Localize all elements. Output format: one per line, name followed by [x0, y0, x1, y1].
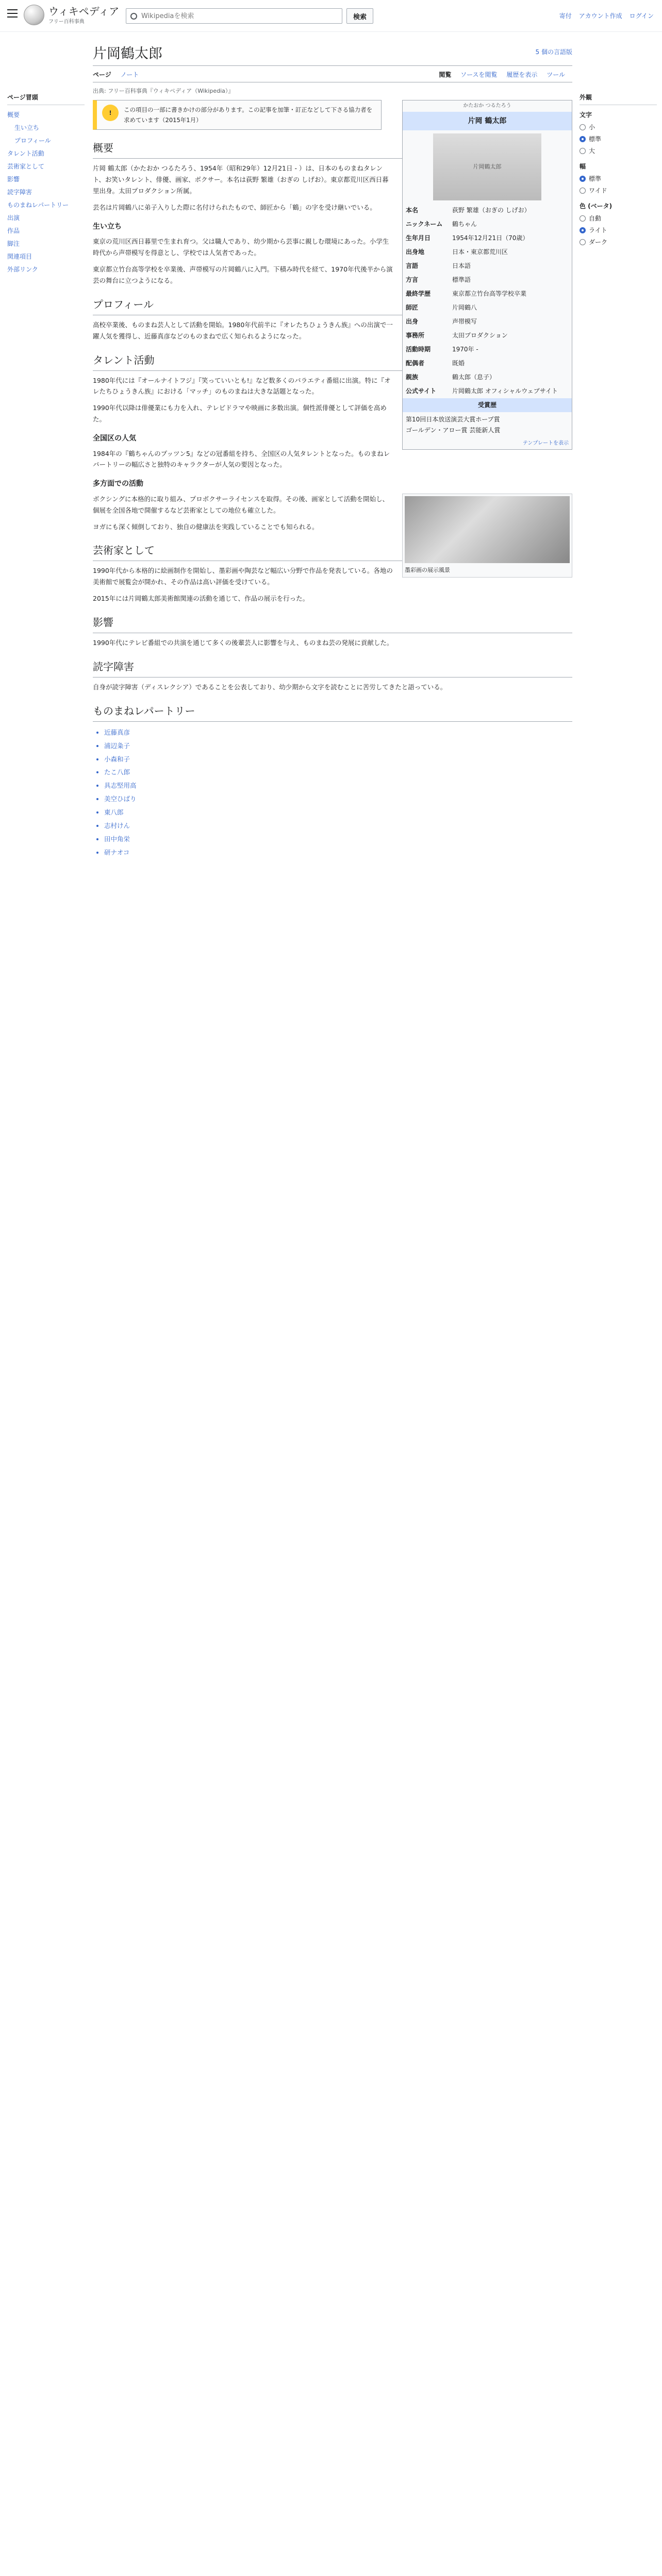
paragraph: 高校卒業後、ものまね芸人として活動を開始。1980年代前半に『オレたちひょうきん族』への出演で一躍人気を獲得し、近藤真彦などのものまねで広く知られるようになった。 [93, 320, 393, 340]
toc-heading: ページ冒頭 [7, 93, 85, 105]
list-item[interactable]: • 近藤真彦 [104, 726, 572, 739]
list-item[interactable]: • 小森和子 [104, 753, 572, 766]
infobox-row [403, 287, 572, 301]
infobox-label: 本名 [406, 207, 419, 214]
paragraph: 1990年代にテレビ番組での共演を通じて多くの後輩芸人に影響を与え、ものまね芸の発展に貢献した。 [93, 639, 393, 647]
tab-read[interactable]: 閲覧 [439, 71, 452, 78]
infobox-value: 声帯模写 [452, 318, 477, 325]
infobox-table [403, 204, 572, 398]
list-item[interactable]: • 美空ひばり [104, 792, 572, 806]
section-heading: 影響 [93, 614, 572, 633]
infobox-value: 既婚 [452, 360, 465, 367]
infobox-value: 太田プロダクション [452, 332, 508, 339]
language-button[interactable]: 5 個の言語版 [535, 48, 572, 56]
main-menu-icon[interactable] [7, 9, 18, 20]
toc-item[interactable]: 作品 [7, 227, 20, 234]
award-item: ゴールデン・アロー賞 芸能新人賞 [406, 427, 501, 434]
radio-icon [580, 215, 586, 222]
infobox-label: 最終学歴 [406, 290, 431, 297]
appearance-heading: 外観 [580, 93, 657, 105]
create-account-link[interactable]: アカウント作成 [578, 12, 622, 20]
toc-item[interactable]: 外部リンク [7, 266, 38, 273]
infobox-row [403, 343, 572, 357]
toc-item[interactable]: 脚注 [7, 240, 20, 247]
warning-icon: ! [102, 105, 119, 121]
infobox-label: 活動時期 [406, 346, 431, 353]
infobox-row [403, 204, 572, 217]
paragraph: 片岡 鶴太郎（かたおか つるたろう、1954年（昭和29年）12月21日 - ）は、日本のものまねタレント、お笑いタレント、俳優、画家、ボクサー。本名は荻野 繁雄（おぎの しげお）。東京都荒川区西日暮里出身。太田プロダクション所属。 [93, 164, 389, 195]
list-item[interactable]: • 研ナオコ [104, 846, 572, 859]
paragraph: 1990年代以降は俳優業にも力を入れ、テレビドラマや映画に多数出演。個性派俳優として評価を高めた。 [93, 404, 387, 423]
infobox-label: 配偶者 [406, 360, 425, 367]
infobox-row [403, 329, 572, 343]
radio-icon [580, 188, 586, 194]
infobox-label: 公式サイト [406, 387, 437, 395]
repertoire-list [104, 726, 572, 859]
infobox-label: 方言 [406, 276, 419, 283]
paragraph: ヨガにも深く傾倒しており、独自の健康法を実践していることでも知られる。 [93, 522, 319, 531]
toc-item[interactable]: 芸術家として [7, 163, 45, 170]
section-heading: ものまねレパートリー [93, 702, 572, 722]
text-size-standard-option[interactable]: 標準 [580, 133, 657, 145]
infobox-label: 事務所 [406, 332, 425, 339]
infobox-value: 鶴太郎（息子） [452, 374, 496, 381]
paragraph: 芸名は片岡鶴八に弟子入りした際に名付けられたもので、師匠から「鶴」の字を受け継いでいる。 [93, 203, 376, 211]
text-size-large-option[interactable]: 大 [580, 145, 657, 157]
infobox-label: ニックネーム [406, 221, 443, 228]
login-link[interactable]: ログイン [629, 12, 654, 20]
toc-item[interactable]: 関連項目 [7, 253, 32, 260]
infobox-label: 生年月日 [406, 234, 431, 242]
user-links [559, 11, 654, 20]
artwork-figure [402, 494, 572, 578]
infobox-row [403, 273, 572, 287]
radio-selected-icon [580, 136, 586, 142]
width-label: 幅 [580, 163, 586, 170]
infobox-label: 出身地 [406, 248, 425, 256]
figure-caption: 墨彩画の展示風景 [405, 566, 450, 573]
tab-view-source[interactable]: ソースを閲覧 [460, 71, 498, 78]
infobox-row [403, 370, 572, 384]
search-box[interactable] [126, 8, 342, 24]
paragraph: 2015年には片岡鶴太郎美術館関連の活動を通じて、作品の展示を行った。 [93, 595, 309, 603]
color-light-option[interactable]: ライト [580, 224, 657, 236]
list-item[interactable]: • 志村けん [104, 819, 572, 833]
toc-item[interactable]: 概要 [7, 111, 20, 118]
infobox-value: 日本語 [452, 262, 471, 269]
paragraph: 1980年代には『オールナイトフジ』『笑っていいとも!』など数多くのバラエティ番組に出演。特に『オレたちひょうきん族』における「マッチ」のものまねは大きな話題となった。 [93, 376, 391, 396]
infobox-kana: かたおか つるたろう [463, 103, 511, 109]
section-heading: 概要 [93, 139, 572, 159]
infobox-row [403, 384, 572, 398]
radio-selected-icon [580, 176, 586, 182]
infobox-image: 片岡鶴太郎 [433, 133, 541, 200]
infobox-value: 鶴ちゃん [452, 221, 477, 228]
appearance-panel [580, 93, 657, 248]
radio-icon [580, 148, 586, 154]
infobox-value: 標準語 [452, 276, 471, 283]
paragraph: ボクシングに本格的に取り組み、プロボクサーライセンスを取得。その後、画家として活動を開始し、個展を全国各地で開催するなど芸術家としての地位も確立した。 [93, 495, 389, 514]
infobox-label: 親族 [406, 374, 419, 381]
infobox-row [403, 245, 572, 259]
infobox-value: 1954年12月21日（70歳） [452, 234, 529, 242]
site-logo[interactable] [24, 5, 119, 25]
toc-item[interactable]: 読字障害 [7, 189, 32, 196]
radio-icon [580, 239, 586, 245]
page-tabs [93, 66, 572, 82]
page-title: 片岡鶴太郎 [93, 36, 572, 66]
search-icon [130, 13, 137, 20]
infobox-row [403, 301, 572, 315]
section-heading: 読字障害 [93, 658, 572, 677]
donate-link[interactable]: 寄付 [559, 12, 572, 20]
infobox-row [403, 259, 572, 273]
infobox-value: 荻野 繁雄（おぎの しげお） [452, 207, 531, 214]
notice-text: この項目の一部に書きかけの部分があります。この記事を加筆・訂正などして下さる協力者を求めています（2015年1月） [124, 106, 373, 124]
artwork-photo [405, 496, 570, 563]
paragraph: 自身が読字障害（ディスレクシア）であることを公表しており、幼少期から文字を読むことに苦労してきたと語っている。 [93, 683, 447, 691]
infobox [402, 100, 572, 450]
toc-item[interactable]: ものまねレパートリー [7, 201, 69, 209]
infobox-value: 1970年 - [452, 346, 478, 353]
main-content [93, 36, 572, 865]
template-link[interactable]: テンプレートを表示 [522, 440, 569, 446]
toc-item[interactable]: タレント活動 [7, 150, 44, 157]
site-name: ウィキペディア [48, 5, 120, 18]
page-source-note: 出典: フリー百科事典『ウィキペディア（Wikipedia）』 [93, 88, 234, 94]
subsection-heading: 生い立ち [93, 222, 122, 231]
subsection-heading: 全国区の人気 [93, 434, 136, 443]
site-header [0, 0, 662, 32]
infobox-value: 東京都立竹台高等学校卒業 [452, 290, 527, 297]
paragraph: 1990年代から本格的に絵画制作を開始し、墨彩画や陶芸など幅広い分野で作品を発表している。各地の美術館で展覧会が開かれ、その作品は高い評価を受けている。 [93, 567, 393, 586]
infobox-row [403, 217, 572, 231]
toc-item[interactable]: 影響 [7, 176, 20, 183]
radio-selected-icon [580, 227, 586, 233]
infobox-value: 片岡鶴八 [452, 304, 477, 311]
search-button[interactable]: 検索 [346, 8, 373, 24]
width-wide-option[interactable]: ワイド [580, 184, 657, 196]
color-dark-option[interactable]: ダーク [580, 236, 657, 248]
wikipedia-globe-icon [24, 5, 44, 25]
tab-talk[interactable]: ノート [120, 71, 139, 78]
section-heading: タレント活動 [93, 351, 572, 371]
list-item[interactable]: • 東八郎 [104, 806, 572, 819]
color-label: 色 (ベータ) [580, 202, 613, 210]
site-tagline: フリー百科事典 [48, 19, 85, 25]
section-heading: プロフィール [93, 296, 572, 315]
infobox-title: 片岡 鶴太郎 [403, 112, 572, 131]
list-item[interactable]: • 浦辺粂子 [104, 739, 572, 753]
awards-header: 受賞歴 [403, 398, 572, 412]
paragraph: 東京都立竹台高等学校を卒業後、声帯模写の片岡鶴八に入門。下積み時代を経て、1970年代後半から演芸の舞台に立つようになる。 [93, 265, 393, 284]
paragraph: 1984年の『鶴ちゃんのプッツン5』などの冠番組を持ち、全国区の人気タレントとなった。ものまねレパートリーの幅広さと独特のキャラクターが人気の要因となった。 [93, 449, 390, 469]
list-item[interactable]: • 具志堅用高 [104, 779, 572, 792]
subsection-heading: 多方面での活動 [93, 480, 143, 488]
list-item[interactable]: • たこ八郎 [104, 766, 572, 779]
tab-history[interactable]: 履歴を表示 [506, 71, 538, 78]
paragraph: 東京の荒川区西日暮里で生まれ育つ。父は職人であり、幼少期から芸事に親しむ環境にあった。小学生時代から声帯模写を得意とし、学校では人気者であった。 [93, 238, 389, 257]
section-heading: 芸術家として [93, 541, 572, 561]
infobox-value: 日本・東京都荒川区 [452, 248, 508, 256]
text-size-label: 文字 [580, 111, 592, 118]
toc-item[interactable]: 生い立ち [14, 124, 40, 131]
infobox-row [403, 231, 572, 245]
infobox-value: 片岡鶴太郎 オフィシャルウェブサイト [452, 387, 558, 395]
list-item[interactable]: • 田中角栄 [104, 833, 572, 846]
infobox-label: 出身 [406, 318, 419, 325]
award-item: 第10回日本放送演芸大賞ホープ賞 [406, 416, 500, 423]
tab-tools[interactable]: ツール [547, 71, 565, 78]
tab-page[interactable]: ページ [93, 71, 111, 78]
infobox-row [403, 357, 572, 370]
width-standard-option[interactable]: 標準 [580, 173, 657, 184]
infobox-row [403, 315, 572, 329]
infobox-label: 師匠 [406, 304, 419, 311]
text-size-small-option[interactable]: 小 [580, 121, 657, 133]
maintenance-notice [93, 100, 382, 130]
table-of-contents-sidebar [7, 93, 85, 276]
article-body [93, 100, 572, 859]
toc-item[interactable]: 出演 [7, 214, 20, 222]
search-input[interactable] [141, 12, 317, 20]
radio-icon [580, 124, 586, 130]
infobox-label: 言語 [406, 262, 419, 269]
toc-item[interactable]: プロフィール [14, 137, 51, 144]
color-auto-option[interactable]: 自動 [580, 212, 657, 224]
